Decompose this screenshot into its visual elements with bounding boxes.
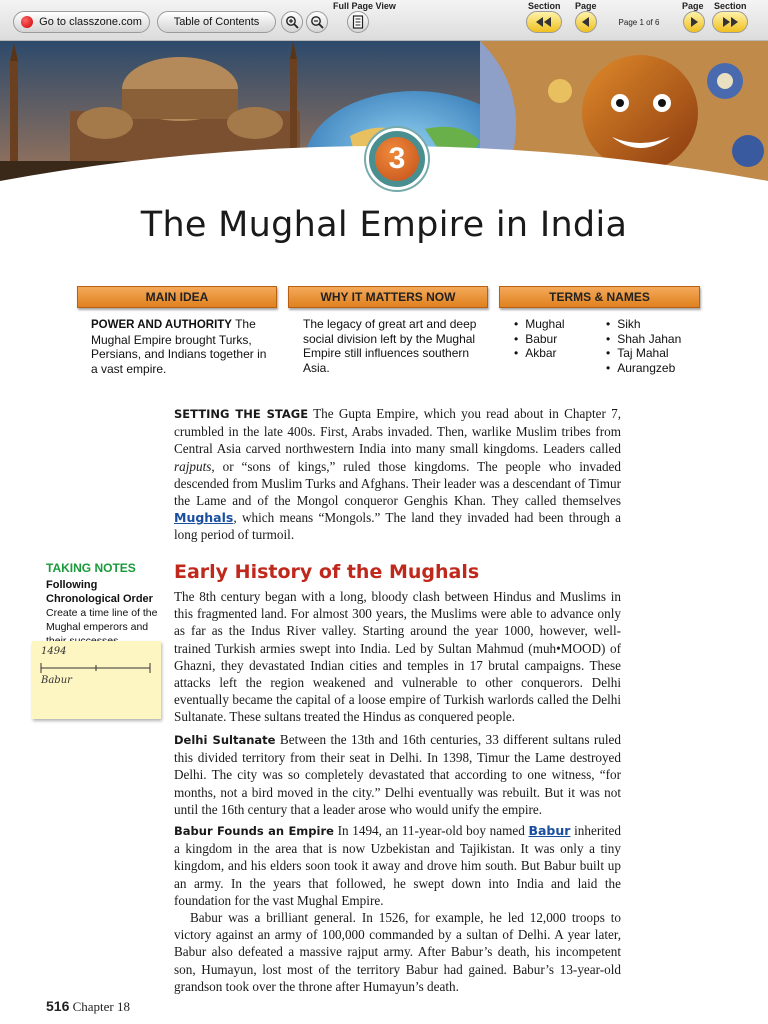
terms-list-col2 — [606, 317, 681, 375]
taking-notes-heading: TAKING NOTES — [46, 561, 136, 575]
page-label-right: Page — [682, 1, 704, 11]
timeline-sticky-note — [32, 641, 161, 719]
zoom-in-button[interactable] — [281, 11, 303, 33]
main-idea-body: The Mughal Empire brought Turks, Persians, and Indians together in a vast empire. — [91, 317, 267, 376]
main-idea-header-label: MAIN IDEA — [145, 290, 209, 304]
terms-names-header — [499, 286, 700, 308]
page-number: 516 — [46, 998, 70, 1014]
term-item: • Sikh — [606, 317, 681, 332]
timeline-name: Babur — [41, 675, 72, 686]
double-chevron-left-icon — [534, 16, 554, 28]
classzone-icon — [21, 16, 33, 28]
next-section-button[interactable] — [712, 11, 748, 33]
taking-notes-body: Create a time line of the Mughal emperors and — [46, 607, 158, 633]
double-chevron-right-icon — [720, 16, 740, 28]
taking-notes-text — [46, 578, 164, 648]
setting-stage-text-1: The Gupta Empire, which you read about in Chapter 7, crumbled in the late 400s. First, Arabs invaded. Then, warlike Muslim tribes from Central Asia carved northwestern India into many small kingdoms. Leaders called — [174, 406, 622, 457]
mughals-term-link[interactable]: Mughals — [174, 510, 234, 526]
full-page-view-button[interactable] — [347, 11, 369, 33]
babur-text-2: inherited a kingdom in the area that is now Uzbekistan and Tajikistan. It was only a tiny kingdom, and his elders soon took it away and drove him south. But Babur built up an army. In the years that followed, he swept down into India and laid the foundation for the vast Mughal Empire. — [174, 823, 621, 908]
table-of-contents-button[interactable] — [157, 11, 276, 33]
term-item: • Aurangzeb — [606, 361, 681, 376]
section-label-left: Section — [528, 1, 561, 11]
term-item: • Babur — [514, 332, 565, 347]
early-history-paragraph: The 8th century began with a long, bloody clash between Hindus and Muslims in this fragmented land. For almost 300 years, the Muslims were able to advance only as far as the Indus River valley. Starting around the year 1000, however, well-trained Turkish armies swept into India. Led by Sultan Mahmud (muh•MOOD) of Ghazni, they devastated Indian cities and temples in 17 brutal campaigns. These attacks left the region weakened and vulnerable to other conquerors. Delhi eventually became the capital of a loose empire of Turkish warlords called the Delhi Sultanate. These sultans treated the Hindus as conquered people. — [174, 589, 621, 725]
go-to-classzone-button[interactable] — [13, 11, 150, 33]
setting-the-stage-paragraph — [174, 405, 621, 544]
chevron-right-icon — [689, 16, 699, 28]
section-heading: Early History of the Mughals — [174, 561, 480, 583]
page-footer — [46, 998, 130, 1015]
previous-page-button[interactable] — [575, 11, 597, 33]
babur-text-1: In 1494, an 11-year-old boy named — [333, 823, 529, 838]
rajputs-term: rajputs — [174, 458, 212, 474]
zoom-out-icon — [310, 15, 324, 29]
document-icon — [352, 15, 364, 29]
classzone-label: Go to classzone.com — [39, 16, 142, 28]
main-idea-text — [91, 317, 269, 376]
babur-general-paragraph: Babur was a brilliant general. In 1526, for example, he led 12,000 troops to victory against an army of 100,000 commanded by a sultan of Delhi. A year later, Babur also defeated a massive rajput army. After Babur’s death, his incompetent son, Humayun, lost most of the territory Babur had gained. Babur’s 13-year-old grandson took over the throne after Humayun’s death. — [174, 910, 621, 994]
why-it-matters-header — [288, 286, 488, 308]
why-it-matters-text: The legacy of great art and deep social division left by the Mughal Empire still influences southern Asia. — [303, 317, 477, 375]
taking-notes-lead: Following Chronological Order — [46, 579, 153, 605]
term-item: • Taj Mahal — [606, 346, 681, 361]
previous-section-button[interactable] — [526, 11, 562, 33]
chapter-number-badge — [366, 128, 428, 190]
term-item: • Shah Jahan — [606, 332, 681, 347]
delhi-sultanate-lead: Delhi Sultanate — [174, 733, 276, 747]
setting-stage-text-2: , or “sons of kings,” ruled those kingdoms. The people who invaded descended from Muslim Turks and Afghans. Their leader was a descendant of Timur the Lame and of the Mongol conqueror Genghis Khan. They called themselves — [174, 458, 621, 509]
chapter-title: The Mughal Empire in India — [140, 205, 628, 245]
terms-names-header-label: TERMS & NAMES — [549, 290, 650, 304]
babur-paragraph — [174, 822, 621, 909]
term-item: • Akbar — [514, 346, 565, 361]
why-it-matters-header-label: WHY IT MATTERS NOW — [320, 290, 456, 304]
chapter-number: 3 — [375, 137, 419, 181]
toc-label: Table of Contents — [173, 16, 260, 28]
footer-chapter: Chapter 18 — [72, 999, 131, 1014]
terms-list-col1 — [514, 317, 565, 361]
term-item: • Mughal — [514, 317, 565, 332]
zoom-out-button[interactable] — [306, 11, 328, 33]
timeline-year: 1494 — [41, 646, 67, 657]
viewer-toolbar — [0, 0, 768, 41]
babur-lead: Babur Founds an Empire — [174, 824, 334, 838]
main-idea-lead: POWER AND AUTHORITY — [91, 319, 232, 331]
chevron-left-icon — [581, 16, 591, 28]
setting-stage-lead: SETTING THE STAGE — [174, 407, 309, 421]
delhi-sultanate-paragraph — [174, 731, 621, 818]
page-counter: Page 1 of 6 — [618, 17, 660, 27]
setting-stage-text-3: , which means “Mongols.” The land they invaded had been through a long period of turmoil. — [174, 510, 621, 543]
delhi-sultanate-text: Between the 13th and 16th centuries, 33 different sultans ruled this divided territory from their seat in Delhi. In 1398, Timur the Lame destroyed Delhi. The city was so completely devastated that according to one witness, “for months, not a bird moved in the city.” Delhi eventually was rebuilt. But it was not until the 16th century that a leader arose who would unify the empire. — [174, 732, 621, 817]
main-idea-header — [77, 286, 277, 308]
section-label-right: Section — [714, 1, 747, 11]
babur-term-link[interactable]: Babur — [528, 823, 571, 838]
full-page-view-label: Full Page View — [333, 1, 396, 11]
next-page-button[interactable] — [683, 11, 705, 33]
page-label-left: Page — [575, 1, 597, 11]
zoom-in-icon — [285, 15, 299, 29]
